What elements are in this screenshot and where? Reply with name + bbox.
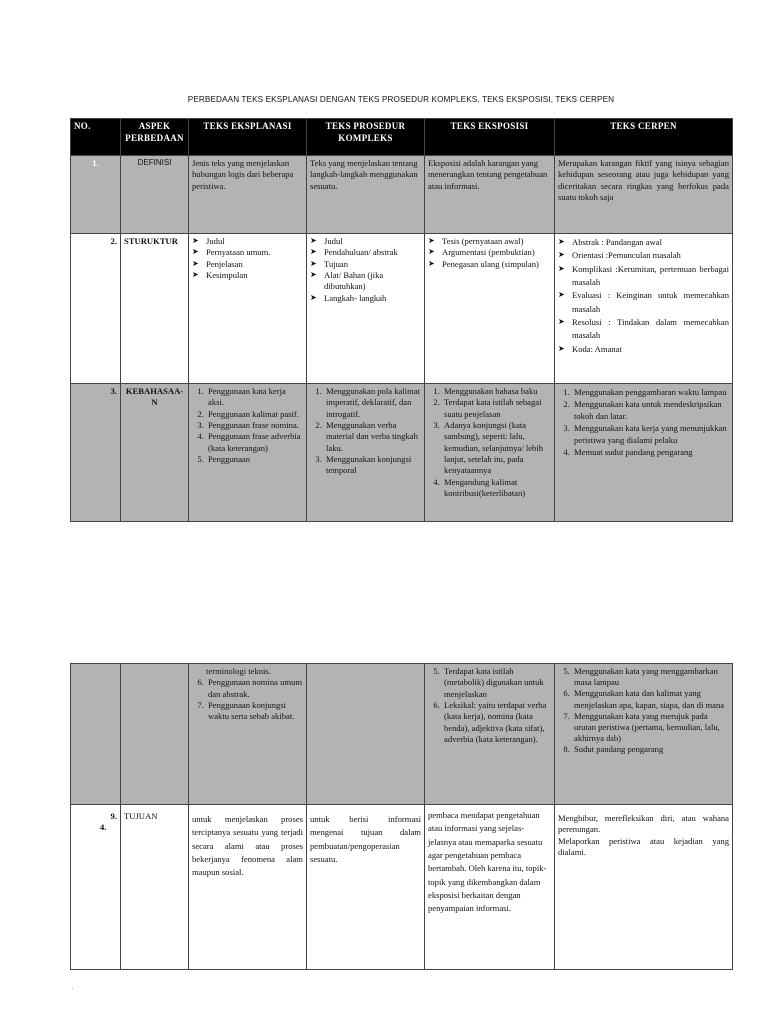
cell-eksplanasi: Jenis teks yang menjelaskan hubungan logis dari beberapa peristiwa. bbox=[189, 156, 307, 234]
list-item: ➤ Koda: Amanat bbox=[558, 343, 729, 356]
table-row-struktur bbox=[71, 234, 733, 384]
header-aspect: ASPEK PERBEDAAN bbox=[121, 119, 189, 156]
table-row-kebahasaan-continued bbox=[71, 664, 733, 805]
list-item: ➤ Tesis (pernyataan awal) bbox=[428, 236, 551, 247]
cell-prosedur: Teks yang menjelaskan tentang langkah-langkah menggunakan sesuatu. bbox=[307, 156, 425, 234]
list-item: ➤ Komplikasi :Kerumitan, pertemuan berbagai masalah bbox=[558, 263, 729, 290]
list-item: ➤ Alat/ Bahan (jika dibutuhkan) bbox=[310, 270, 421, 293]
table-row-tujuan bbox=[71, 805, 733, 970]
list-item: 5. Terdapat kata istilah (metabolik) digunakan untuk menjelaskan bbox=[442, 666, 551, 700]
list-item: ➤ Judul bbox=[192, 236, 303, 247]
cell-cerpen bbox=[555, 384, 733, 522]
cerpen-paragraph: Menghibur, merefleksikan diri, atau wahana perenungan. bbox=[558, 813, 729, 835]
cell-prosedur bbox=[307, 234, 425, 384]
table-row-kebahasaan bbox=[71, 384, 733, 522]
list-item: 3. Menggunakan kata kerja yang menunjukkan peristiwa yang dialami pelaku bbox=[572, 422, 729, 446]
cell-prosedur bbox=[307, 384, 425, 522]
aspect-label: DEFINISI bbox=[121, 156, 189, 234]
list-item: 4. Mengandung kalimat kontribusi(keterlibatan) bbox=[442, 477, 551, 500]
list-item: 2. Menggunakan kata untuk mendeskripsikan tokoh dan latar. bbox=[572, 398, 729, 422]
list-item: 7. Penggunaan konjungsi waktu serta sebab akibat. bbox=[206, 700, 303, 723]
list-item: ➤ Penegasan ulang (simpulan) bbox=[428, 259, 551, 270]
row-number-b: 4. bbox=[100, 822, 107, 833]
footer-mark: . bbox=[72, 985, 74, 991]
header-no: NO. bbox=[71, 119, 121, 156]
list-item: ➤ Orientasi :Pemunculan masalah bbox=[558, 249, 729, 262]
cell-eksplanasi bbox=[189, 234, 307, 384]
list-item: 5. Penggunaan bbox=[206, 454, 303, 465]
list-item: ➤ Pendahuluan/ abstrak bbox=[310, 247, 421, 258]
row-number: 1. bbox=[71, 156, 121, 234]
list-item: 6. Menggunakan kata dan kalimat yang menjelaskan apa, kapan, siapa, dan di mana bbox=[572, 688, 729, 710]
row-number bbox=[71, 805, 121, 970]
list-item: 4. Memuat sudut pandang pengarang bbox=[572, 446, 729, 458]
aspect-label: TUJUAN bbox=[121, 805, 189, 970]
header-cerpen: TEKS CERPEN bbox=[555, 119, 733, 156]
list-item: ➤ Kesimpulan bbox=[192, 270, 303, 281]
list-item: ➤ Argumentasi (pembuktian) bbox=[428, 247, 551, 258]
list-item: 6. Penggunaan nomina umum dan abstrak. bbox=[206, 677, 303, 700]
aspect-label: KEBAHASAA-N bbox=[121, 384, 189, 522]
list-item: 3. Adanya konjungsi (kata sambung), seperti: lalu, kemudian, selanjutnya/ lebih lanjut, setelah itu, pada kenyataannya bbox=[442, 420, 551, 477]
cell-eksplanasi bbox=[189, 664, 307, 805]
list-item: 5. Menggunakan kata yang menggambarkan masa lampau bbox=[572, 666, 729, 688]
header-eksplanasi: TEKS EKSPLANASI bbox=[189, 119, 307, 156]
list-item: ➤ Resolusi : Tindakan dalam memecahkan masalah bbox=[558, 316, 729, 343]
cell-prosedur: untuk berisi informasi mengenai tujuan dalam pembuatan/pengoperasian sesuatu. bbox=[307, 805, 425, 970]
list-item: 7. Menggunakan kata yang merujuk pada urutan peristiwa (pertama, kemudian, lalu, akhirnya dsb) bbox=[572, 711, 729, 745]
row-number: 2. bbox=[71, 234, 121, 384]
list-item: 1. Menggunakan bahasa baku bbox=[442, 386, 551, 397]
list-item: 2. Terdapat kata istilah sebagai suatu penjelasan bbox=[442, 397, 551, 420]
list-item: ➤ Evaluasi : Keinginan untuk memecahkan masalah bbox=[558, 289, 729, 316]
header-eksposisi: TEKS EKSPOSISI bbox=[425, 119, 555, 156]
list-item: ➤ Abstrak : Pandangan awal bbox=[558, 236, 729, 249]
list-item: ➤ Penjelasan bbox=[192, 259, 303, 270]
aspect-label: STURUKTUR bbox=[121, 234, 189, 384]
list-item: 3. Menggunakan konjungsi temporal bbox=[324, 454, 421, 477]
cell-eksposisi bbox=[425, 234, 555, 384]
list-item: 8. Sudut pandang pengarang bbox=[572, 744, 729, 755]
list-item: ➤ Judul bbox=[310, 236, 421, 247]
cell-eksplanasi bbox=[189, 384, 307, 522]
comparison-table-part-1 bbox=[70, 118, 733, 522]
row-number-a: 9. bbox=[110, 811, 117, 821]
list-item: ➤ Pernyataan umum. bbox=[192, 247, 303, 258]
table-row-definisi bbox=[71, 156, 733, 234]
cell-cerpen: Merupakan karangan fiktif yang isinya sebagian kehidupan seseorang atau juga kehidupan yang diceritakan secara ringkas yang berfokus pada suatu tokoh saja bbox=[555, 156, 733, 234]
list-item: 2. Menggunakan verba material dan verba tingkah laku. bbox=[324, 420, 421, 454]
row-number bbox=[71, 664, 121, 805]
aspect-label bbox=[121, 664, 189, 805]
list-item: 1. Menggunakan pola kalimat imperatif, deklaratif, dan introgatif. bbox=[324, 386, 421, 420]
list-item: 2. Penggunaan kalimat pasif. bbox=[206, 409, 303, 420]
list-item: 6. Leksikal: yaitu terdapat verba (kata kerja), nomina (kata benda), adjektiva (kata sifat), adverbia (kata keterangan). bbox=[442, 700, 551, 745]
header-prosedur: TEKS PROSEDUR KOMPLEKS bbox=[307, 119, 425, 156]
list-item: ➤ Langkah- langkah bbox=[310, 293, 421, 304]
cell-eksposisi: pembaca mendapat pengetahuan atau informasi yang sejelas-jelasnya atau memaparka sesuatu agar pengetahuan pembaca bertambah. Oleh karena itu, topik-topik yang dikembangkan dalam eksposisi berkaitan dengan penyampaian informasi. bbox=[425, 805, 555, 970]
list-item: 1. Penggunaan kata kerja aksi. bbox=[206, 386, 303, 409]
comparison-table-part-2 bbox=[70, 663, 733, 970]
continued-text: terminologi teknis. bbox=[206, 666, 271, 676]
list-item: 1. Menggunakan penggambaran waktu lampau bbox=[572, 386, 729, 398]
cell-prosedur bbox=[307, 664, 425, 805]
document-title: PERBEDAAN TEKS EKSPLANASI DENGAN TEKS PROSEDUR KOMPLEKS, TEKS EKSPOSISI, TEKS CERPEN bbox=[187, 95, 615, 104]
cell-eksposisi bbox=[425, 664, 555, 805]
row-number: 3. bbox=[71, 384, 121, 522]
list-item: 3. Penggunaan frase nomina. bbox=[206, 420, 303, 431]
cell-cerpen bbox=[555, 805, 733, 970]
cell-cerpen bbox=[555, 234, 733, 384]
cell-cerpen bbox=[555, 664, 733, 805]
cell-eksposisi bbox=[425, 384, 555, 522]
list-item: 4. Penggunaan frase adverbia (kata keterangan) bbox=[206, 431, 303, 454]
list-item: ➤ Tujuan bbox=[310, 259, 421, 270]
cell-eksplanasi: untuk menjelaskan proses terciptanya sesuatu yang terjadi secara alami atau proses bekerjanya fenomena alam maupun sosial. bbox=[189, 805, 307, 970]
cell-eksposisi: Eksposisi adalah karangan yang menerangkan tentang pengetahuan atau informasi. bbox=[425, 156, 555, 234]
cerpen-paragraph: Melaporkan peristiwa atau kejadian yang dialami. bbox=[558, 835, 729, 858]
